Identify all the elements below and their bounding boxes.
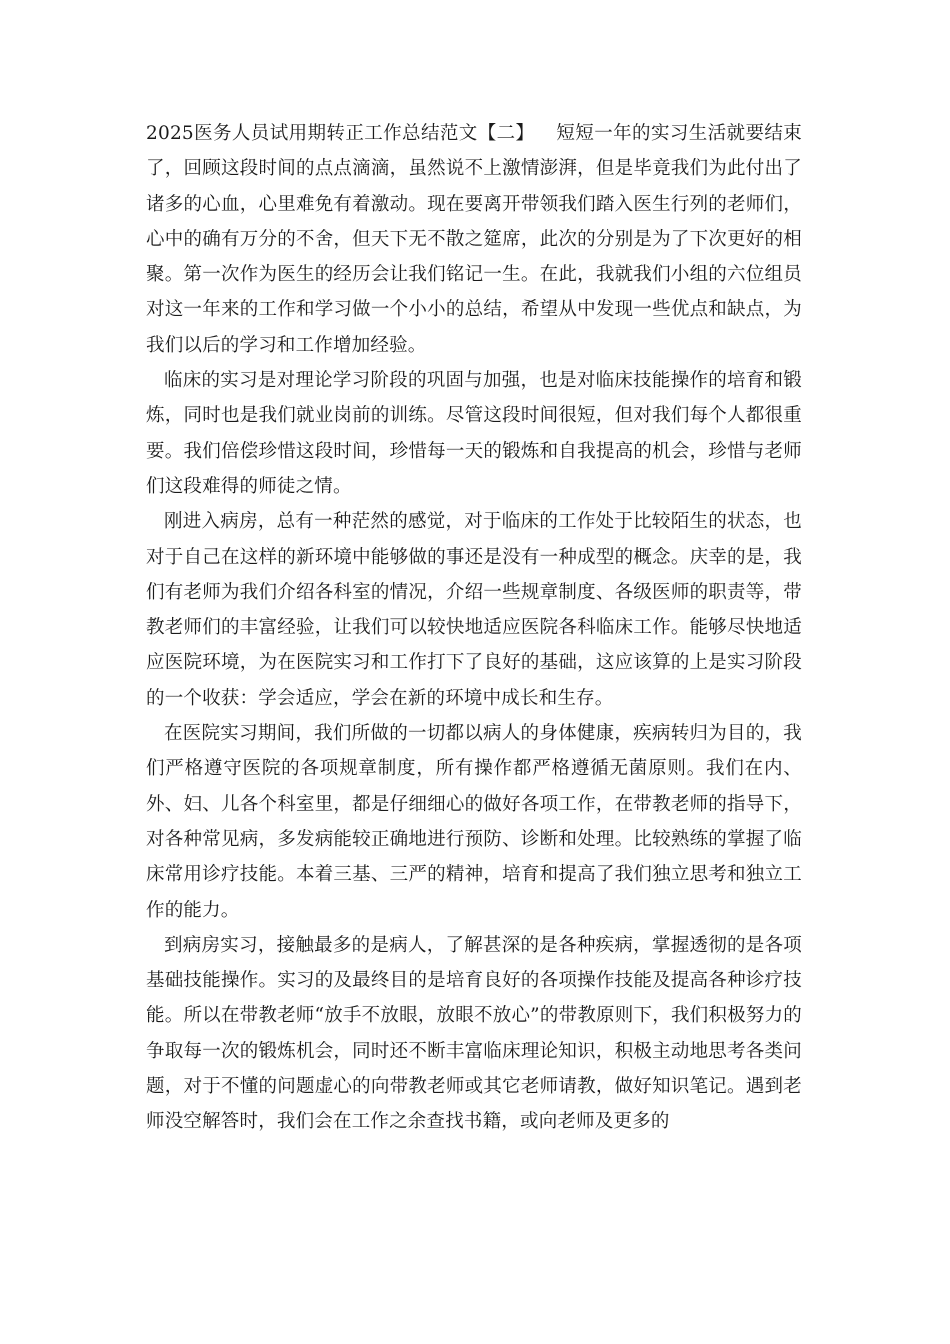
document-title: 2025医务人员试用期转正工作总结范文【二】: [146, 123, 535, 144]
paragraph-entering-ward: 刚进入病房，总有一种茫然的感觉，对于临床的工作处于比较陌生的状态，也对于自己在这样的新环境中能够做的事还是没有一种成型的概念。庆幸的是，我们有老师为我们介绍各科室的情况，介绍一些规章制度、各级医师的职责等，带教老师们的丰富经验，让我们可以较快地适应医院各科临床工作。能够尽快地适应医院环境，为在医院实习和工作打下了良好的基础，这应该算的上是实习阶段的一个收获：学会适应，学会在新的环境中成长和生存。: [146, 511, 802, 709]
paragraph-intro: [146, 116, 802, 363]
document-body: [146, 116, 802, 1140]
paragraph-text: 短短一年的实习生活就要结束了，回顾这段时间的点点滴滴，虽然说不上激情澎湃，但是毕竟我们为此付出了诸多的心血，心里难免有着激动。现在要离开带领我们踏入医生行列的老师们，心中的确有万分的不舍，但天下无不散之筵席，此次的分别是为了下次更好的相聚。第一次作为医生的经历会让我们铭记一生。在此，我就我们小组的六位组员对这一年来的工作和学习做一个小小的总结，希望从中发现一些优点和缺点，为我们以后的学习和工作增加经验。: [146, 123, 803, 356]
paragraph-hospital-internship: 在医院实习期间，我们所做的一切都以病人的身体健康，疾病转归为目的，我们严格遵守医院的各项规章制度，所有操作都严格遵循无菌原则。我们在内、外、妇、儿各个科室里，都是仔细细心的做好各项工作，在带教老师的指导下，对各种常见病，多发病能较正确地进行预防、诊断和处理。比较熟练的掌握了临床常用诊疗技能。本着三基、三严的精神，培育和提高了我们独立思考和独立工作的能力。: [146, 723, 802, 921]
paragraph-clinical-practice: 临床的实习是对理论学习阶段的巩固与加强，也是对临床技能操作的培育和锻炼，同时也是我们就业岗前的训练。尽管这段时间很短，但对我们每个人都很重要。我们倍偿珍惜这段时间，珍惜每一天的锻炼和自我提高的机会，珍惜与老师们这段难得的师徒之情。: [146, 370, 802, 497]
paragraph-ward-practice: 到病房实习，接触最多的是病人，了解甚深的是各种疾病，掌握透彻的是各项基础技能操作。实习的及最终目的是培育良好的各项操作技能及提高各种诊疗技能。所以在带教老师“放手不放眼，放眼不放心”的带教原则下，我们积极努力的争取每一次的锻炼机会，同时还不断丰富临床理论知识，积极主动地思考各类问题，对于不懂的问题虚心的向带教老师或其它老师请教，做好知识笔记。遇到老师没空解答时，我们会在工作之余查找书籍，或向老师及更多的: [146, 934, 802, 1133]
